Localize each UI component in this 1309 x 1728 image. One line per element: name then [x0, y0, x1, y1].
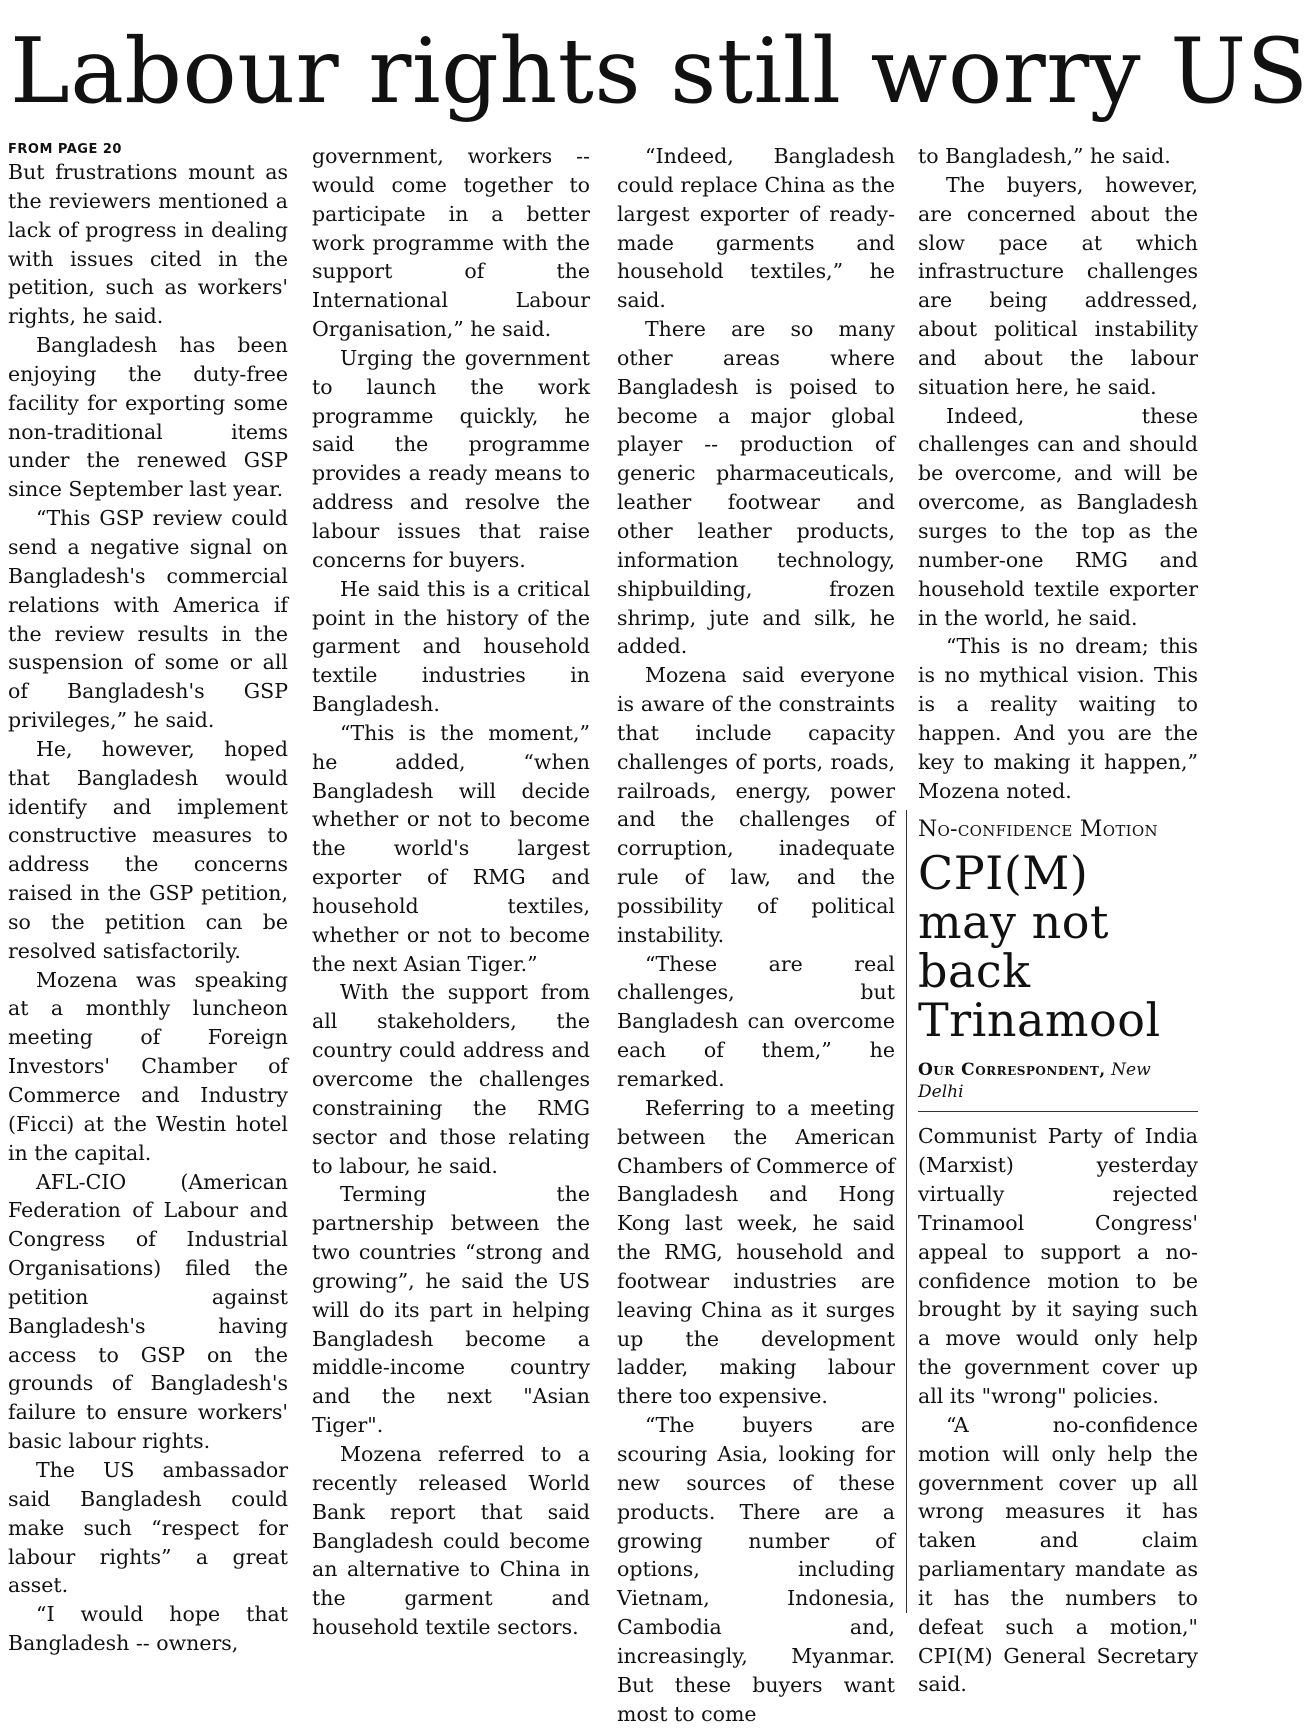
paragraph: to Bangladesh,” he said.: [918, 144, 1171, 168]
paragraph: Communist Party of India (Marxist) yesterday virtually rejected Trinamool Congress' appeal to support a no-confidence motion to be brought by it saying such a move would only help the government cover up all its "wrong" policies.: [918, 1124, 1198, 1408]
paragraph: “This is no dream; this is no mythical vision. This is a reality waiting to happen. And you are the key to making it happen,” Mozena noted.: [918, 634, 1198, 803]
article-column-4: [918, 142, 1198, 1697]
paragraph: “This is the moment,” he added, “when Bangladesh will decide whether or not to become the world's largest exporter of RMG and household textiles, whether or not to become the next Asian Tiger.”: [312, 720, 590, 976]
paragraph: Indeed, these challenges can and should be overcome, and will be overcome, as Bangladesh surges to the top as the number-one RMG and household textile exporter in the world, he said.: [918, 403, 1198, 630]
paragraph: “Indeed, Bangladesh could replace China as the largest exporter of ready-made garments and household textiles,” he said.: [617, 144, 895, 313]
byline: [918, 1059, 1198, 1112]
paragraph: Bangladesh has been enjoying the duty-free facility for exporting some non-traditional items under the renewed GSP since September last year.: [8, 333, 288, 502]
article-column-2: [312, 142, 590, 1640]
byline-correspondent: Our Correspondent,: [918, 1060, 1106, 1081]
paragraph: Mozena was speaking at a monthly luncheon meeting of Foreign Investors' Chamber of Commerce and Industry (Ficci) at the Westin hotel in the capital.: [8, 967, 288, 1165]
paragraph: AFL-CIO (American Federation of Labour and Congress of Industrial Organisations) filed the petition against Bangladesh's having access to GSP on the grounds of Bangladesh's failure to ensure workers' basic labour rights.: [8, 1169, 288, 1454]
paragraph: The buyers, however, are concerned about the slow pace at which infrastructure challenges are being addressed, about political instability and about the labour situation here, he said.: [918, 172, 1198, 399]
paragraph: But frustrations mount as the reviewers mentioned a lack of progress in dealing with issues cited in the petition, such as workers' rights, he said.: [8, 160, 288, 329]
paragraph: There are so many other areas where Bangladesh is poised to become a major global player -- production of generic pharmaceuticals, leather footwear and other leather products, information technology, shipbuilding, frozen shrimp, jute and silk, he added.: [617, 317, 895, 659]
paragraph: government, workers -- would come together to participate in a better work programme with the support of the International Labour Organisation,” he said.: [312, 144, 590, 342]
paragraph: The US ambassador said Bangladesh could make such “respect for labour rights” a great asset.: [8, 1457, 288, 1598]
byline-place: New Delhi: [918, 1060, 1151, 1103]
paragraph: Terming the partnership between the two countries “strong and growing”, he said the US will do its part in helping Bangladesh become a middle-income country and the next "Asian Tiger".: [312, 1182, 590, 1438]
paragraph: He said this is a critical point in the history of the garment and household textile industries in Bangladesh.: [312, 576, 590, 717]
paragraph: Urging the government to launch the work programme quickly, he said the programme provides a ready means to address and resolve the labour issues that raise concerns for buyers.: [312, 345, 590, 572]
paragraph: Mozena referred to a recently released World Bank report that said Bangladesh could become an alternative to China in the garment and household textile sectors.: [312, 1441, 590, 1640]
page-headline: Labour rights still worry US: [10, 19, 1309, 124]
paragraph: Referring to a meeting between the American Chambers of Commerce of Bangladesh and Hong Kong last week, he said the RMG, household and footwear industries are leaving China as it surges up the development ladder, making labour there too expensive.: [617, 1095, 895, 1409]
paragraph: “This GSP review could send a negative signal on Bangladesh's commercial relations with America if the review results in the suspension of some or all of Bangladesh's GSP privileges,” he said.: [8, 506, 288, 733]
paragraph: “I would hope that Bangladesh -- owners,: [8, 1602, 288, 1656]
side-story-kicker: No-confidence Motion: [918, 817, 1158, 843]
paragraph: “A no-confidence motion will only help the government cover up all wrong measures it has taken and claim parliamentary mandate as it has the numbers to defeat such a motion," CPI(M) General Secretary said.: [918, 1412, 1198, 1697]
column-divider: [906, 810, 907, 1613]
paragraph: He, however, hoped that Bangladesh would identify and implement constructive measures to address the concerns raised in the GSP petition, so the petition can be resolved satisfactorily.: [8, 736, 288, 963]
paragraph: “The buyers are scouring Asia, looking for new sources of these products. There are a growing number of options, including Vietnam, Indonesia, Cambodia and, increasingly, Myanmar. But these buyers want most to come: [617, 1413, 895, 1726]
side-story-headline: CPI(M) may not back Trinamool: [918, 846, 1161, 1048]
paragraph: Mozena said everyone is aware of the constraints that include capacity challenges of ports, roads, railroads, energy, power and the challenges of corruption, inadequate rule of law, and the possibility of political instability.: [617, 663, 895, 947]
side-story: [918, 815, 1198, 1699]
jump-line: FROM PAGE 20: [8, 142, 122, 157]
paragraph: “These are real challenges, but Bangladesh can overcome each of them,” he remarked.: [617, 951, 895, 1091]
article-column-1: [8, 142, 288, 1656]
paragraph: With the support from all stakeholders, the country could address and overcome the challenges constraining the RMG sector and those relating to labour, he said.: [312, 980, 590, 1178]
article-column-3: [617, 142, 895, 1726]
